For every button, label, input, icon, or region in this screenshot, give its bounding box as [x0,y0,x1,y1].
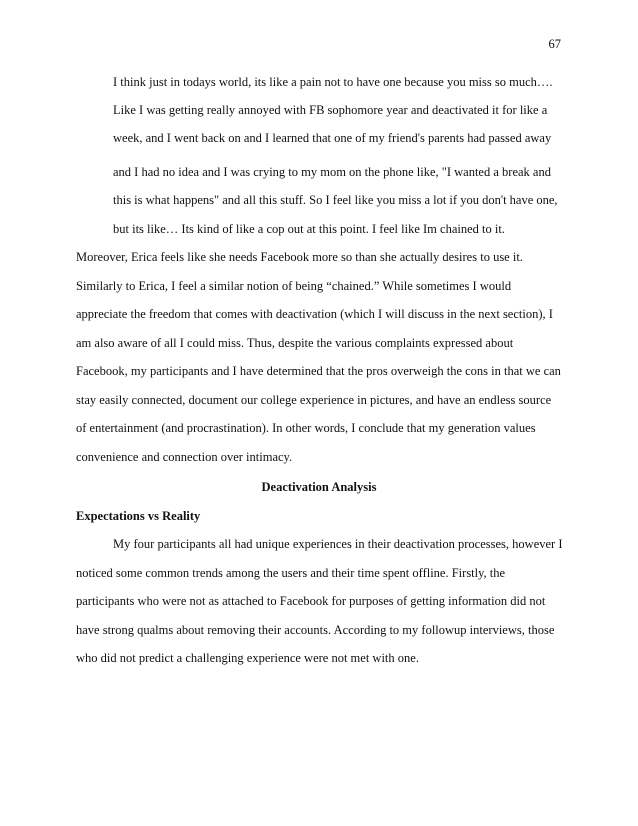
page-number: 67 [548,37,561,51]
paragraph-line: Similarly to Erica, I feel a similar notion of being “chained.” While sometimes I would [76,279,512,293]
paragraph-line: who did not predict a challenging experience were not met with one. [76,651,419,665]
paragraph-line: of entertainment (and procrastination). In other words, I conclude that my generation values [76,421,536,435]
paragraph-line: convenience and connection over intimacy. [76,450,293,464]
paragraph-line: Facebook, my participants and I have determined that the pros overweigh the cons in that we can [76,364,561,378]
quote-line: and I had no idea and I was crying to my mom on the phone like, "I wanted a break and [113,165,551,179]
subheading: Expectations vs Reality [76,509,201,523]
quote-line: Like I was getting really annoyed with FB sophomore year and deactivated it for like a [113,103,548,117]
paragraph-line: noticed some common trends among the users and their time spent offline. Firstly, the [76,566,506,580]
quote-line: week, and I went back on and I learned that one of my friend's parents had passed away [113,131,552,145]
paragraph-line: My four participants all had unique experiences in their deactivation processes, however I [113,537,563,551]
quote-line: I think just in todays world, its like a pain not to have one because you miss so much…. [113,75,553,89]
paragraph-line: Moreover, Erica feels like she needs Facebook more so than she actually desires to use it. [76,250,523,264]
paragraph-line: appreciate the freedom that comes with deactivation (which I will discuss in the next section), I [76,307,553,321]
paragraph-line: am also aware of all I could miss. Thus, despite the various complaints expressed about [76,336,514,350]
quote-line: this is what happens" and all this stuff. So I feel like you miss a lot if you don't have one, [113,193,558,207]
paragraph-line: have strong qualms about removing their accounts. According to my followup interviews, those [76,623,555,637]
quote-line: but its like… Its kind of like a cop out at this point. I feel like Im chained to it. [113,222,505,236]
section-heading: Deactivation Analysis [261,480,377,494]
paragraph-line: participants who were not as attached to Facebook for purposes of getting information did not [76,594,546,608]
paragraph-line: stay easily connected, document our college experience in pictures, and have an endless source [76,393,552,407]
